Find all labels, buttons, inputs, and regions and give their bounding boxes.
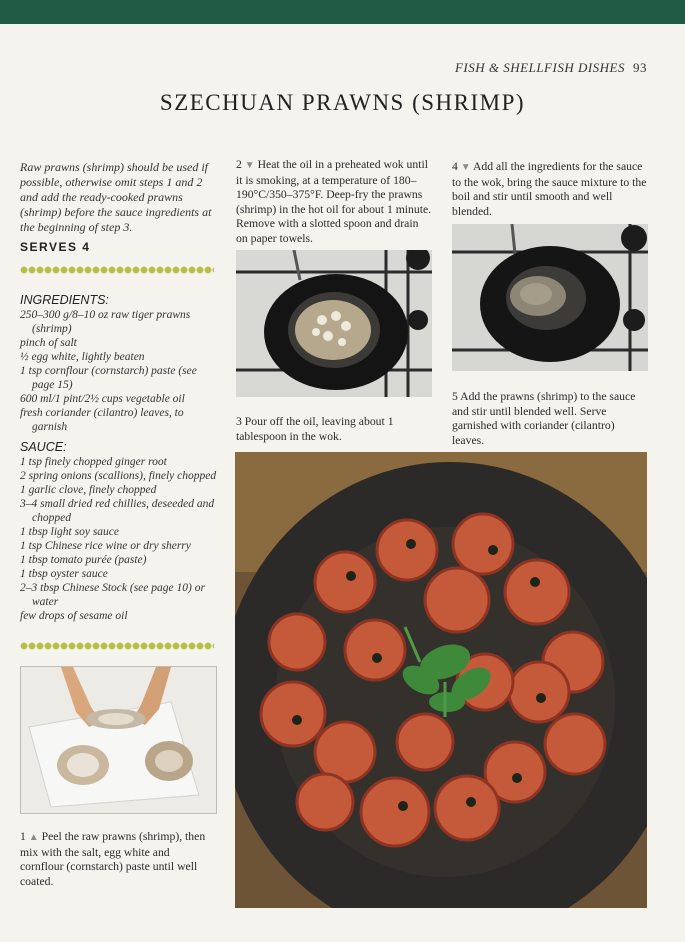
sauce-item: few drops of sesame oil [20,610,128,622]
step-number: 3 [236,415,242,428]
serves-label: SERVES 4 [20,240,91,254]
step-3 [236,415,432,444]
ingredient-item: ½ egg white, lightly beaten [20,351,145,363]
ingredient-item: 250–300 g/8–10 oz raw tiger prawns (shrimp) [20,309,191,335]
sauce-item: 2 spring onions (scallions), finely chopped [20,470,217,482]
triangle-up-icon: ▲ [28,832,39,843]
page-number: 93 [633,60,647,75]
step-1-photo [20,666,217,814]
step-1 [20,830,216,889]
step-text: Peel the raw prawns (shrimp), then mix with the salt, egg white and cornflour (cornstarch) paste until well coated. [20,830,206,888]
sauce-item: 2–3 tbsp Chinese Stock (see page 10) or water [20,582,205,608]
step-2 [236,158,432,246]
ingredients-list [20,293,220,434]
step-4-photo [452,224,648,371]
step-4 [452,160,648,219]
step-5 [452,390,648,448]
dotted-divider [20,265,214,275]
sauce-heading: SAUCE: [20,440,67,454]
sauce-item: 1 tbsp light soy sauce [20,526,120,538]
sauce-item: 1 tsp finely chopped ginger root [20,456,167,468]
triangle-down-icon: ▼ [244,160,255,171]
recipe-title: SZECHUAN PRAWNS (SHRIMP) [159,90,526,115]
step-number: 5 [452,390,458,403]
ingredients-heading: INGREDIENTS: [20,293,109,307]
step-text: Add all the ingredients for the sauce to the wok, bring the sauce mixture to the boil and stir until smooth and well blended. [452,160,647,218]
sauce-item: 1 tsp Chinese rice wine or dry sherry [20,540,191,552]
triangle-down-icon: ▼ [460,162,471,173]
step-2-photo [236,250,432,397]
step-text: Pour off the oil, leaving about 1 tablespoon in the wok. [236,415,394,443]
sauce-item: 1 tbsp tomato purée (paste) [20,554,147,566]
recipe-intro: Raw prawns (shrimp) should be used if possible, otherwise omit steps 1 and 2 and add the ready-cooked prawns (shrimp) before the sauce ingredients at the beginning of step 3. [20,160,212,234]
ingredient-item: fresh coriander (cilantro) leaves, to garnish [20,407,184,433]
section-name: FISH & SHELLFISH DISHES [454,60,625,75]
step-text: Add the prawns (shrimp) to the sauce and stir until blended well. Serve garnished with coriander (cilantro) leaves. [452,390,636,447]
sauce-item: 1 tbsp oyster sauce [20,568,108,580]
top-color-band [0,0,685,26]
sauce-item: 3–4 small dried red chillies, deseeded and chopped [20,498,215,524]
step-number: 4 [452,160,458,173]
running-header [455,60,647,76]
step-number: 1 [20,830,26,843]
ingredient-item: pinch of salt [20,337,77,349]
step-number: 2 [236,158,242,171]
step-text: Heat the oil in a preheated wok until it is smoking, at a temperature of 180–190°C/350–375°F. Deep-fry the prawns (shrimp) in the hot oil for about 1 minute. Remove with a slotted spoon and drain on paper towels. [236,158,432,245]
finished-dish-photo [235,452,647,908]
dotted-divider [20,641,214,651]
sauce-list [20,440,220,623]
ingredient-item: 600 ml/1 pint/2½ cups vegetable oil [20,393,185,405]
ingredient-item: 1 tsp cornflour (cornstarch) paste (see page 15) [20,365,197,391]
sauce-item: 1 garlic clove, finely chopped [20,484,157,496]
